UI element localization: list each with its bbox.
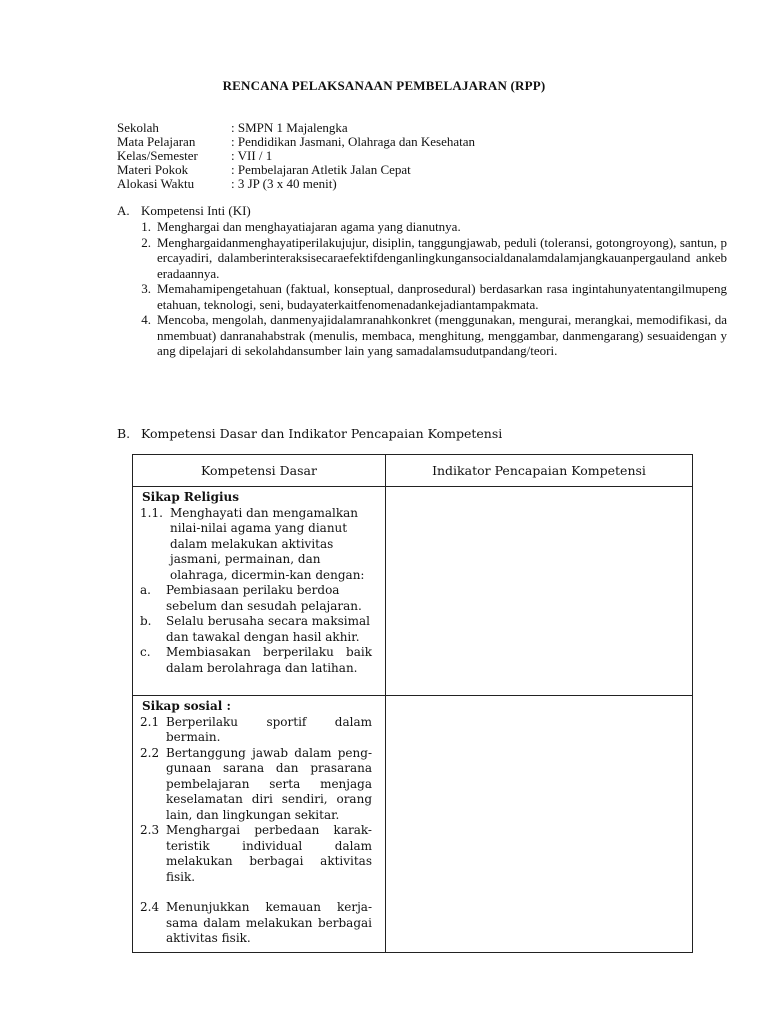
item-text: Bertanggung jawab dalam peng-gunaan sarana dan prasarana pembelajaran serta menjaga keselamatan diri sendiri, orang lain, dan lingkungan sekitar. [166, 745, 372, 822]
core-competence-list [117, 219, 727, 359]
table-header-indicator: Indikator Pencapaian Kompetensi [386, 455, 693, 487]
item-number: b. [140, 614, 152, 628]
item-text: Berperilaku sportif dalam bermain. [166, 714, 372, 744]
identity-row-class [117, 149, 475, 163]
identity-row-subject [117, 135, 475, 149]
section-letter: B. [117, 426, 131, 441]
identity-label: Alokasi Waktu [117, 176, 195, 191]
identity-row-topic [117, 163, 475, 177]
item-text: Menunjukkan kemauan kerja-sama dalam melakukan berbagai aktivitas fisik. [166, 900, 372, 945]
item-text: Selalu berusaha secara maksimal dan tawakal dengan hasil akhir. [166, 614, 370, 644]
table-cell-social [133, 696, 386, 953]
section-title: Kompetensi Dasar dan Indikator Pencapaian Kompetensi [141, 426, 503, 441]
item-number: 4. [141, 312, 151, 327]
spacer [140, 885, 372, 900]
row-title: Sikap sosial : [142, 699, 231, 713]
identity-value: : VII / 1 [231, 148, 273, 163]
table-header-row [133, 455, 693, 487]
identity-label: Materi Pokok [117, 162, 189, 177]
list-item [117, 281, 727, 312]
item-text: Menghayati dan mengamalkan nilai-nilai agama yang dianut dalam melakukan aktivitas jasmani, permainan, dan olahraga, dicermin-kan dengan: [170, 505, 365, 582]
item-text: Mencoba, mengolah, danmenyajidalamranahkonkret (menggunakan, mengurai, merangkai, memodifikasi, danmembuat) danranahabstrak (menulis, membaca, menghitung, menggambar, danmengarang) sesuaidengan yang dipelajari di sekolahdansumber lain yang samadalamsudutpandang/teori. [157, 312, 727, 358]
item-number: 2.3 [140, 823, 160, 837]
identity-row-time [117, 177, 475, 191]
item-number: a. [140, 583, 151, 597]
section-title: Kompetensi Inti (KI) [141, 203, 251, 218]
table-header-competence: Kompetensi Dasar [133, 455, 386, 487]
item-number: c. [140, 645, 151, 659]
identity-label: Sekolah [117, 120, 159, 135]
identity-label: Mata Pelajaran [117, 134, 196, 149]
table-row [133, 696, 693, 953]
page-title: RENCANA PELAKSANAAN PEMBELAJARAN (RPP) [222, 78, 546, 93]
table-row [133, 487, 693, 696]
item-text: Membiasakan berperilaku baik dalam berolahraga dan latihan. [166, 645, 372, 675]
item-number: 2.2 [140, 745, 160, 760]
list-item [117, 219, 727, 235]
item-text: Menghargai dan menghayatiajaran agama yang dianutnya. [157, 219, 461, 234]
item-text: Memahamipengetahuan (faktual, konseptual, danprosedural) berdasarkan rasa ingintahunyatentangilmupengetahuan, teknologi, seni, budayaterkaitfenomenadankejadiantampakmata. [157, 281, 727, 312]
identity-value: : Pembelajaran Atletik Jalan Cepat [231, 162, 411, 177]
identity-value: : SMPN 1 Majalengka [231, 120, 348, 135]
item-number: 1.1. [140, 505, 163, 520]
core-competence-section [117, 203, 727, 359]
competence-table [132, 454, 693, 953]
table-cell-indicator-empty [386, 696, 693, 953]
list-item [117, 235, 727, 282]
identity-label: Kelas/Semester [117, 148, 198, 163]
identity-row-school [117, 121, 475, 135]
list-item [140, 506, 372, 584]
section-heading [117, 203, 727, 219]
table-cell-religious [133, 487, 386, 696]
basic-competence-heading [117, 426, 502, 441]
list-item [140, 583, 372, 614]
row-title: Sikap Religius [142, 490, 240, 504]
item-number: 2.1 [140, 714, 160, 729]
table-cell-indicator-empty [386, 487, 693, 696]
section-letter: A. [117, 203, 130, 218]
list-item [140, 823, 372, 885]
list-item [140, 715, 372, 746]
item-text: Menghargai perbedaan karak-teristik individual dalam melakukan berbagai aktivitas fisik. [166, 823, 372, 884]
item-text: Menghargaidanmenghayatiperilakujujur, disiplin, tanggungjawab, peduli (toleransi, gotongroyong), santun, percayadiri, dalamberinteraksisecaraefektifdenganlingkungansocialdanalamdalamjangkauanpergauland ankeberadaannya. [157, 234, 727, 281]
list-item [140, 746, 372, 824]
identity-block [117, 121, 475, 191]
list-item [140, 900, 372, 947]
identity-value: : 3 JP (3 x 40 menit) [231, 176, 337, 191]
item-number: 2.4 [140, 900, 160, 914]
identity-value: : Pendidikan Jasmani, Olahraga dan Kesehatan [231, 134, 476, 149]
item-text: Pembiasaan perilaku berdoa sebelum dan sesudah pelajaran. [166, 583, 362, 613]
list-item [117, 312, 727, 359]
item-number: 1. [141, 219, 151, 234]
item-number: 2. [141, 234, 151, 250]
item-number: 3. [141, 281, 151, 296]
list-item [140, 614, 372, 645]
list-item [140, 645, 372, 676]
